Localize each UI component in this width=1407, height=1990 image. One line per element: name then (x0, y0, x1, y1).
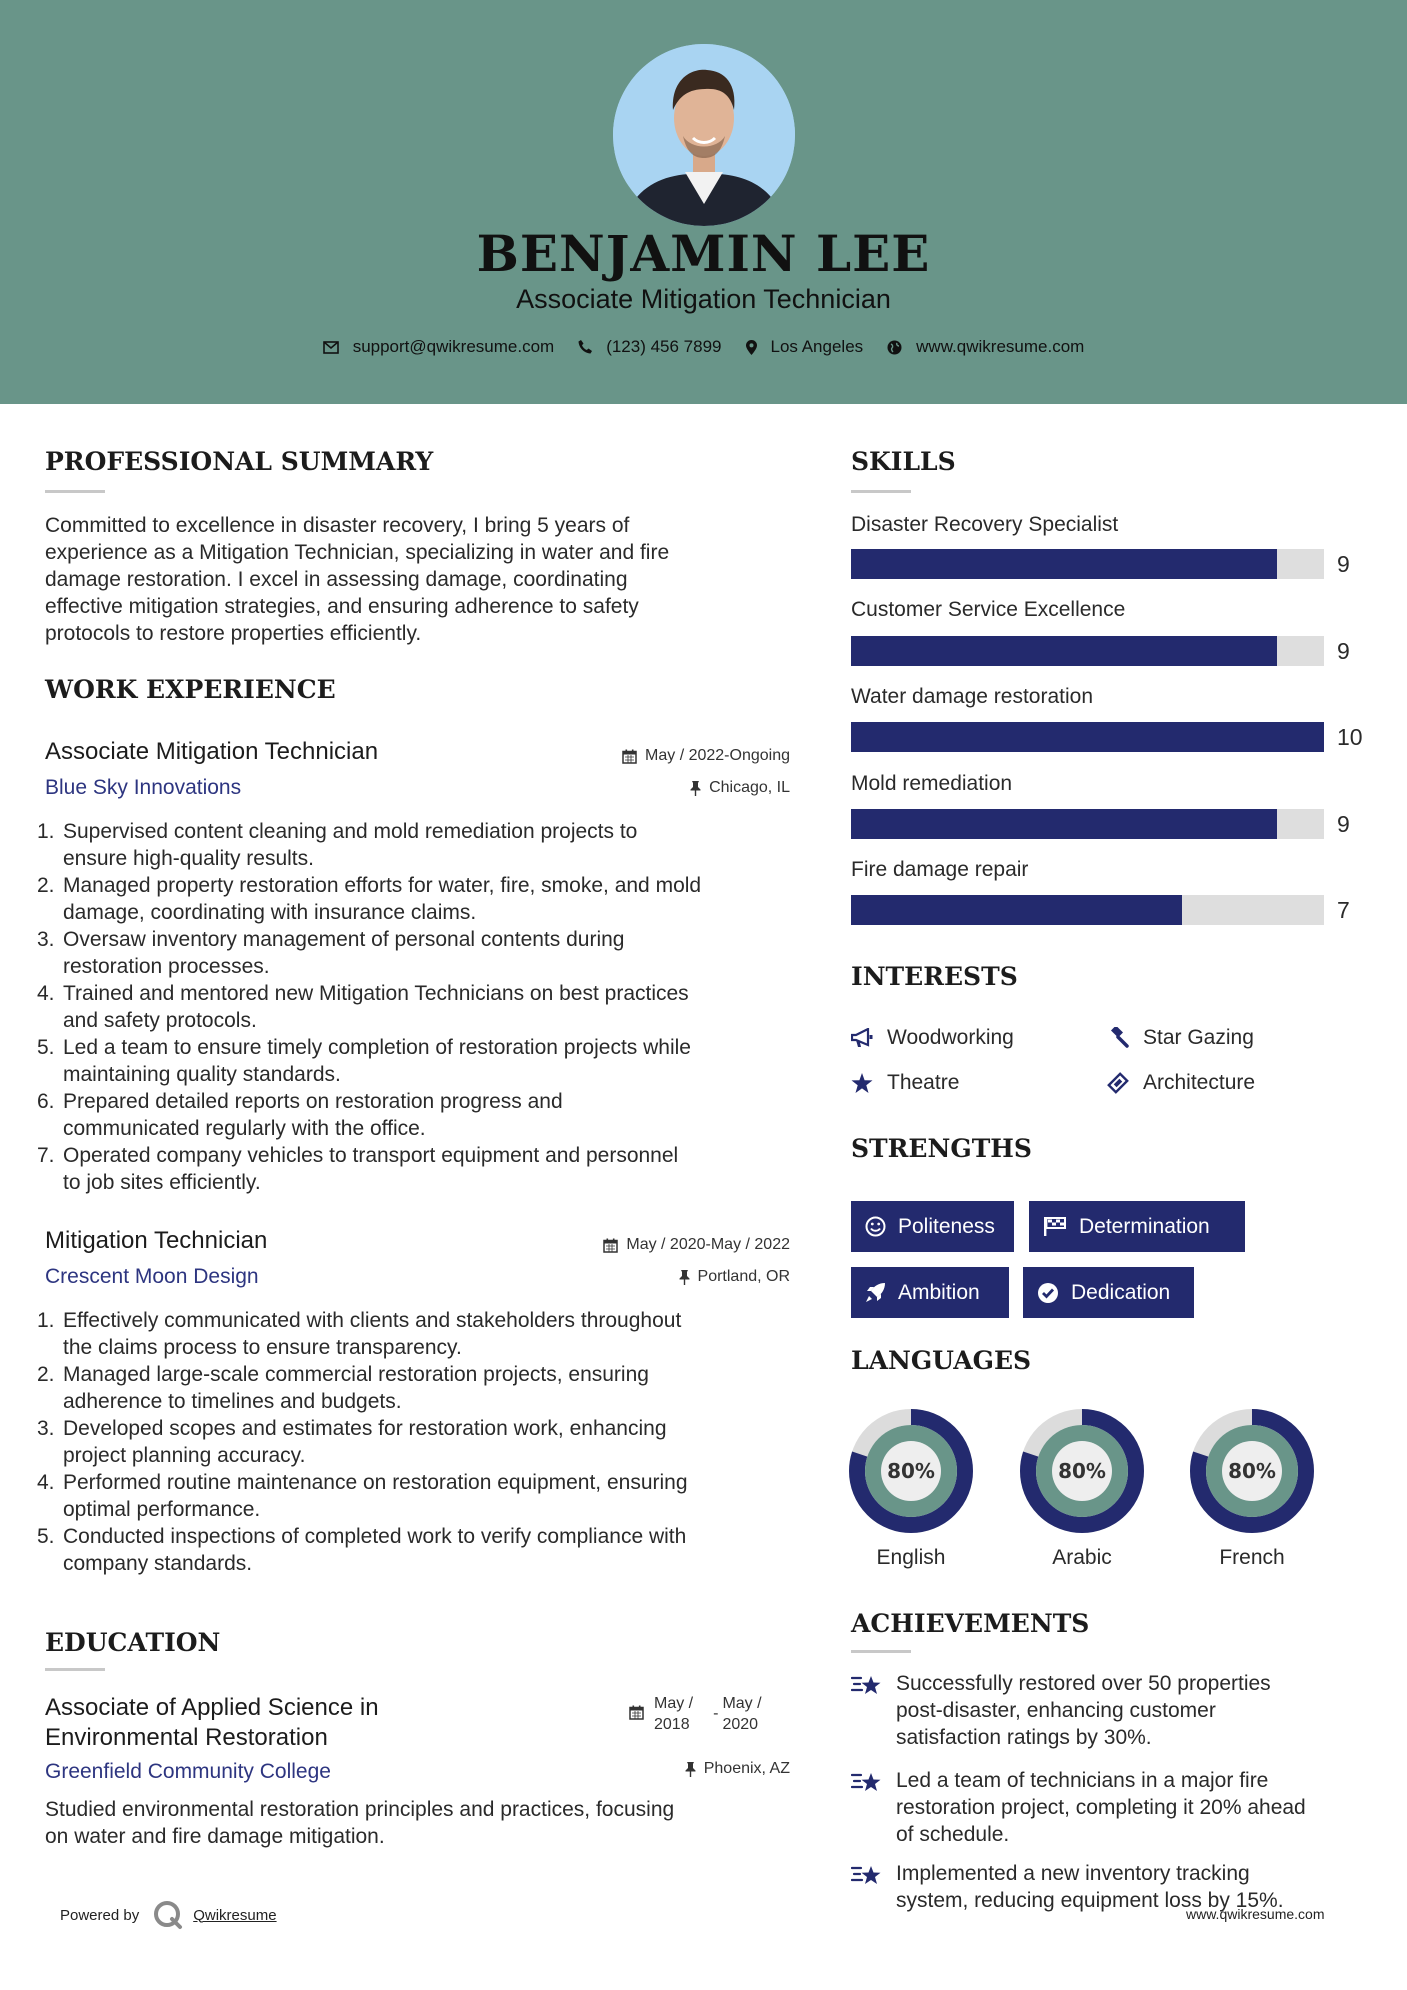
ticket-icon (1107, 1072, 1129, 1094)
contact-email[interactable] (323, 337, 555, 357)
language-name: English (876, 1546, 946, 1569)
phone-icon (578, 340, 592, 354)
language-ring (1020, 1409, 1144, 1533)
candidate-name: BENJAMIN LEE (476, 224, 931, 283)
duty-line: Managed large-scale commercial restoration projects, ensuring (63, 1363, 649, 1386)
duty-line: the claims process to ensure transparency. (63, 1336, 462, 1359)
powered-by-text: Powered by (60, 1906, 140, 1924)
interest-item (1107, 1026, 1254, 1050)
job-dates-text: May / 2022-Ongoing (645, 747, 790, 764)
education-description (45, 1796, 815, 1850)
job-location (540, 1268, 790, 1286)
list-number: 1. (37, 820, 55, 843)
contact-email-text: support@qwikresume.com (352, 337, 555, 356)
interest-label: Theatre (887, 1071, 960, 1094)
qwikresume-logo-icon (153, 1900, 183, 1930)
skills-heading: SKILLS (851, 447, 956, 476)
duty-line: maintaining quality standards. (63, 1063, 341, 1086)
gavel-icon (1107, 1027, 1129, 1049)
check-circle-icon (1037, 1282, 1059, 1304)
skill-name: Customer Service Excellence (851, 598, 1126, 621)
education-desc-line: Studied environmental restoration principles and practices, focusing (45, 1798, 675, 1821)
interest-item (851, 1071, 959, 1095)
pin-icon (679, 1270, 690, 1285)
calendar-icon (622, 749, 637, 764)
skill-name: Mold remediation (851, 772, 1013, 795)
skill-bar-fill (851, 636, 1277, 666)
strength-label: Dedication (1071, 1280, 1171, 1304)
list-item (37, 1088, 807, 1142)
profile-photo (613, 44, 795, 226)
list-number: 3. (37, 928, 55, 951)
star-icon (851, 1073, 873, 1094)
job-duties (37, 818, 807, 1196)
achievement-line: post-disaster, enhancing customer (896, 1699, 1216, 1722)
duty-line: Oversaw inventory management of personal contents during (63, 928, 625, 951)
interests-heading: INTERESTS (851, 962, 1018, 991)
duty-line: Performed routine maintenance on restoration equipment, ensuring (63, 1471, 688, 1494)
qwikresume-link[interactable]: Qwikresume (193, 1906, 277, 1924)
education-end-month: May / (722, 1695, 762, 1712)
skill-bar (851, 722, 1324, 752)
skill-bar (851, 895, 1324, 925)
list-number: 7. (37, 1144, 55, 1167)
skill-bar-fill (851, 722, 1324, 752)
duty-line: communicated regularly with the office. (63, 1117, 426, 1140)
achievements-heading: ACHIEVEMENTS (851, 1609, 1090, 1638)
list-item (37, 1415, 807, 1469)
summary-heading: PROFESSIONAL SUMMARY (45, 447, 434, 476)
experience-heading: WORK EXPERIENCE (45, 675, 336, 704)
list-number: 5. (37, 1525, 55, 1548)
duty-line: Effectively communicated with clients and stakeholders throughout (63, 1309, 682, 1332)
language-name: Arabic (1052, 1546, 1112, 1569)
job-location-text: Chicago, IL (709, 779, 790, 796)
job-title: Associate Mitigation Technician (45, 738, 379, 765)
megaphone-icon (851, 1028, 873, 1048)
job-duties (37, 1307, 807, 1577)
language-name: French (1219, 1546, 1285, 1569)
language-ring (849, 1409, 973, 1533)
strength-badge (1023, 1267, 1194, 1318)
shooting-star-icon (851, 1862, 884, 1890)
interest-item (1107, 1071, 1255, 1095)
summary-line: experience as a Mitigation Technician, specializing in water and fire (45, 541, 670, 564)
duty-line: company standards. (63, 1552, 253, 1575)
skill-bar (851, 809, 1324, 839)
strengths-heading: STRENGTHS (851, 1134, 1032, 1163)
powered-by (60, 1900, 277, 1930)
contact-website[interactable] (887, 337, 1084, 357)
duty-line: Prepared detailed reports on restoration progress and (63, 1090, 563, 1113)
duty-line: damage, coordinating with insurance claims. (63, 901, 477, 924)
list-item (37, 1034, 807, 1088)
envelope-icon (323, 341, 339, 354)
summary-line: effective mitigation strategies, and ensuring adherence to safety (45, 595, 639, 618)
globe-icon (887, 340, 902, 355)
ring-percent-label: 80% (887, 1459, 935, 1483)
map-pin-icon (746, 340, 757, 355)
job-title: Mitigation Technician (45, 1227, 268, 1254)
education-start (654, 1693, 693, 1735)
date-separator: - (713, 1705, 719, 1722)
list-number: 6. (37, 1090, 55, 1113)
achievement-text (896, 1767, 1306, 1848)
pin-icon (690, 781, 701, 796)
summary-line: Committed to excellence in disaster recovery, I bring 5 years of (45, 514, 630, 537)
skill-name: Fire damage repair (851, 858, 1029, 881)
education-start-year: 2018 (654, 1716, 690, 1733)
ring-percent-label: 80% (1228, 1459, 1276, 1483)
strength-badge (1029, 1201, 1245, 1252)
candidate-title: Associate Mitigation Technician (516, 284, 891, 314)
contact-location (746, 337, 864, 357)
skill-bar (851, 549, 1324, 579)
list-item (37, 872, 807, 926)
footer-website[interactable]: www.qwikresume.com (1186, 1906, 1325, 1922)
education-start-month: May / (654, 1695, 694, 1712)
contact-phone-text: (123) 456 7899 (606, 337, 722, 356)
list-number: 2. (37, 874, 55, 897)
flag-icon (1043, 1216, 1067, 1237)
education-location-text: Phoenix, AZ (703, 1760, 790, 1777)
duty-line: optimal performance. (63, 1498, 261, 1521)
job-company: Blue Sky Innovations (45, 776, 242, 799)
education-heading: EDUCATION (45, 1628, 221, 1657)
duty-line: Conducted inspections of completed work to verify compliance with (63, 1525, 687, 1548)
degree-line: Associate of Applied Science in (45, 1694, 379, 1721)
job-company: Crescent Moon Design (45, 1265, 259, 1288)
list-number: 3. (37, 1417, 55, 1440)
education-end-year: 2020 (722, 1716, 759, 1733)
strength-label: Politeness (898, 1214, 995, 1238)
strength-label: Determination (1079, 1214, 1210, 1238)
job-location-text: Portland, OR (697, 1268, 790, 1285)
list-item (37, 1142, 807, 1196)
skill-bar-fill (851, 895, 1182, 925)
summary-line: damage restoration. I excel in assessing damage, coordinating (45, 568, 628, 591)
degree-title (45, 1693, 379, 1753)
list-number: 1. (37, 1309, 55, 1332)
list-number: 4. (37, 982, 55, 1005)
skill-value: 9 (1337, 811, 1350, 837)
achievement-item (851, 1767, 1391, 1848)
language-ring (1190, 1409, 1314, 1533)
duty-line: restoration processes. (63, 955, 270, 978)
achievement-line: Led a team of technicians in a major fire (896, 1769, 1269, 1792)
achievement-line: restoration project, completing it 20% ahead (896, 1796, 1306, 1819)
shooting-star-icon (851, 1769, 884, 1797)
duty-line: Trained and mentored new Mitigation Technicians on best practices (63, 982, 689, 1005)
achievement-text (896, 1670, 1271, 1751)
strength-badge (851, 1267, 1009, 1318)
education-location (540, 1760, 790, 1778)
skills-divider (851, 490, 911, 493)
interest-label: Star Gazing (1143, 1026, 1254, 1049)
list-item (37, 980, 807, 1034)
duty-line: Developed scopes and estimates for restoration work, enhancing (63, 1417, 667, 1440)
contact-bar (0, 337, 1407, 357)
achievements-divider (851, 1650, 911, 1653)
language-item (1020, 1409, 1144, 1538)
list-number: 4. (37, 1471, 55, 1494)
strength-badge (851, 1201, 1014, 1252)
job-dates-text: May / 2020-May / 2022 (626, 1236, 790, 1253)
header-banner (0, 0, 1407, 404)
pin-icon (685, 1762, 696, 1777)
duty-line: Managed property restoration efforts for water, fire, smoke, and mold (63, 874, 702, 897)
list-item (37, 1307, 807, 1361)
degree-line: Environmental Restoration (45, 1724, 328, 1751)
duty-line: adherence to timelines and budgets. (63, 1390, 402, 1413)
duty-line: ensure high-quality results. (63, 847, 314, 870)
skill-bar (851, 636, 1324, 666)
calendar-icon (629, 1705, 644, 1720)
list-number: 2. (37, 1363, 55, 1386)
skill-name: Water damage restoration (851, 685, 1094, 708)
duty-line: Supervised content cleaning and mold remediation projects to (63, 820, 638, 843)
list-item (37, 1523, 807, 1577)
strength-label: Ambition (898, 1280, 980, 1304)
achievement-line: Successfully restored over 50 properties (896, 1672, 1271, 1695)
list-item (37, 926, 807, 980)
interest-label: Architecture (1143, 1071, 1256, 1094)
duty-line: project planning accuracy. (63, 1444, 306, 1467)
duty-line: to job sites efficiently. (63, 1171, 261, 1194)
duty-line: and safety protocols. (63, 1009, 257, 1032)
duty-line: Operated company vehicles to transport equipment and personnel (63, 1144, 679, 1167)
skill-value: 9 (1337, 638, 1350, 664)
summary-text (45, 512, 805, 647)
contact-location-text: Los Angeles (770, 337, 864, 356)
job-dates (540, 747, 790, 765)
achievement-line: satisfaction ratings by 30%. (896, 1726, 1152, 1749)
list-item (37, 1361, 807, 1415)
education-dates (629, 1693, 762, 1735)
job-dates (540, 1236, 790, 1254)
interest-item (851, 1026, 1014, 1050)
shooting-star-icon (851, 1672, 884, 1700)
education-desc-line: on water and fire damage mitigation. (45, 1825, 385, 1848)
summary-divider (45, 490, 105, 493)
skill-bar-fill (851, 809, 1277, 839)
language-item (1190, 1409, 1314, 1538)
school-name: Greenfield Community College (45, 1760, 331, 1783)
job-location (540, 779, 790, 797)
calendar-icon (603, 1238, 618, 1253)
ring-percent-label: 80% (1058, 1459, 1106, 1483)
list-item (37, 1469, 807, 1523)
achievement-line: Implemented a new inventory tracking (896, 1862, 1250, 1885)
list-item (37, 818, 807, 872)
achievement-line: system, reducing equipment loss by 15%. (896, 1889, 1284, 1912)
duty-line: Led a team to ensure timely completion of restoration projects while (63, 1036, 691, 1059)
skill-value: 9 (1337, 551, 1350, 577)
contact-phone[interactable] (578, 337, 721, 357)
smile-icon (865, 1216, 886, 1237)
skill-bar-fill (851, 549, 1277, 579)
education-divider (45, 1668, 105, 1671)
skill-value: 7 (1337, 897, 1350, 923)
achievement-line: of schedule. (896, 1823, 1010, 1846)
list-number: 5. (37, 1036, 55, 1059)
skill-name: Disaster Recovery Specialist (851, 513, 1119, 536)
language-item (849, 1409, 973, 1538)
rocket-icon (865, 1282, 886, 1303)
skill-value: 10 (1337, 724, 1363, 750)
interest-label: Woodworking (887, 1026, 1014, 1049)
summary-line: protocols to restore properties efficiently. (45, 622, 422, 645)
languages-heading: LANGUAGES (851, 1346, 1032, 1375)
achievement-item (851, 1670, 1391, 1751)
education-end (722, 1693, 761, 1735)
contact-website-text: www.qwikresume.com (916, 337, 1085, 356)
